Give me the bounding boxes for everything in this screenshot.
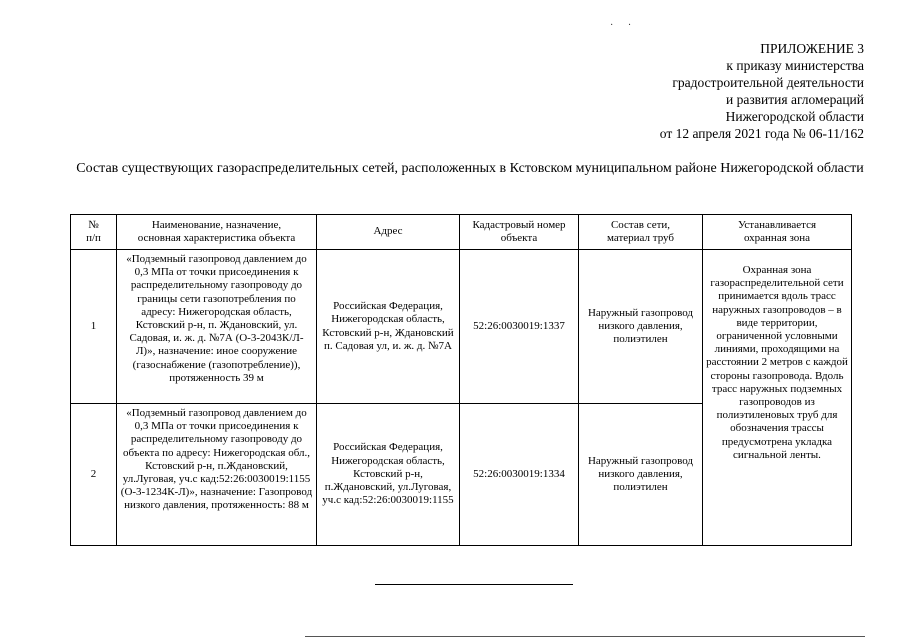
header-line-3: и развития агломераций [725, 92, 864, 107]
row-address: Российская Федерация, Нижегородская область, Кстовский р-н, Ждановский п. Садовая ул, и. ж. д. №7А [317, 250, 460, 404]
col-header-num: № п/п [71, 215, 117, 250]
table-header-row [71, 215, 852, 250]
row-cadastral: 52:26:0030019:1334 [460, 404, 579, 546]
col-header-zone: Устанавливается охранная зона [703, 215, 852, 250]
appendix-label: ПРИЛОЖЕНИЕ 3 [760, 41, 864, 56]
row-network: Наружный газопровод низкого давления, полиэтилен [579, 404, 703, 546]
col-header-cadastral: Кадастровый номер объекта [460, 215, 579, 250]
page-bottom-rule [305, 636, 865, 637]
col-header-address: Адрес [317, 215, 460, 250]
document-title: Состав существующих газораспределительных сетей, расположенных в Кстовском муниципальном районе Нижегородской области [76, 161, 864, 176]
table-row [71, 250, 852, 404]
row-object-name: «Подземный газопровод давлением до 0,3 МПа от точки присоединения к распределительному газопроводу до объекта по адресу: Нижегородская обл., Кстовский р-н, п.Ждановский, ул.Луговая, уч.с кад:52:26:0030019:1155 (О-3-1234К-Л)», назначение: Газопровод низкого давления, протяженность: 88 м [117, 404, 317, 546]
col-header-name: Наименование, назначение, основная характеристика объекта [117, 215, 317, 250]
header-line-5: от 12 апреля 2021 года № 06-11/162 [659, 126, 864, 141]
header-line-2: градостроительной деятельности [672, 75, 864, 90]
header-line-1: к приказу министерства [726, 58, 864, 73]
end-divider [375, 584, 573, 585]
row-object-name: «Подземный газопровод давлением до 0,3 МПа от точки присоединения к распределительному газопроводу до границы сети газопотребления по адресу: Нижегородская область, Кстовский р-н, п. Ждановский, ул. Садовая, и. ж. д. №7А (О-3-2043К/Л- Л)», назначение: иное сооружение (газоснабжение (газопотребление)), протяженность 39 м [117, 250, 317, 404]
row-cadastral: 52:26:0030019:1337 [460, 250, 579, 404]
appendix-header [564, 40, 864, 142]
gas-network-table [70, 214, 852, 546]
row-protection-zone: Охранная зона газораспределительной сети принимается вдоль трасс наружных газопроводов – в виде территории, ограниченной условными линиями, проходящими на расстоянии 2 метров с каждой стороны газопровода. Вдоль трасс наружных подземных газопроводов из полиэтиленовых труб для обозначения трассы предусмотрена укладка сигнальной ленты. [703, 250, 852, 546]
col-header-network: Состав сети, материал труб [579, 215, 703, 250]
header-line-4: Нижегородской области [725, 109, 864, 124]
scan-specks: · · [610, 20, 638, 31]
row-num: 2 [71, 404, 117, 546]
row-network: Наружный газопровод низкого давления, полиэтилен [579, 250, 703, 404]
row-address: Российская Федерация, Нижегородская область, Кстовский р-н, п.Ждановский, ул.Луговая, уч.с кад:52:26:0030019:1155 [317, 404, 460, 546]
row-num: 1 [71, 250, 117, 404]
